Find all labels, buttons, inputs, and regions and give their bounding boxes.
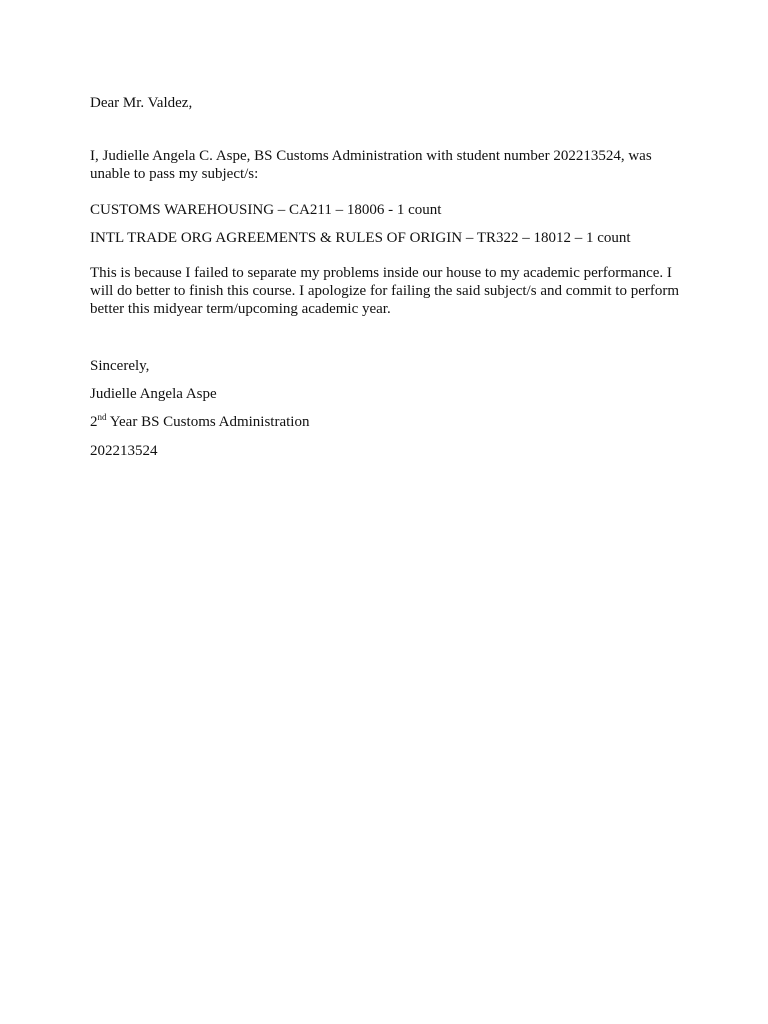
year-suffix: nd xyxy=(97,412,107,422)
signature-student-number: 202213524 xyxy=(90,443,158,459)
failed-subject-1: CUSTOMS WAREHOUSING – CA211 – 18006 - 1 count xyxy=(90,202,442,218)
intro-paragraph: I, Judielle Angela C. Aspe, BS Customs Administration with student number 202213524, was unable to pass my subject/s: xyxy=(90,148,652,182)
program-name: Year BS Customs Administration xyxy=(106,414,310,430)
signature-name: Judielle Angela Aspe xyxy=(90,386,217,402)
signature-year-program xyxy=(90,413,309,431)
salutation: Dear Mr. Valdez, xyxy=(90,95,193,111)
closing: Sincerely, xyxy=(90,358,150,374)
failed-subject-2: INTL TRADE ORG AGREEMENTS & RULES OF ORIGIN – TR322 – 18012 – 1 count xyxy=(90,230,631,246)
year-number: 2 xyxy=(90,414,98,430)
body-paragraph: This is because I failed to separate my problems inside our house to my academic performance. I will do better to finish this course. I apologize for failing the said subject/s and commit to perform better this midyear term/upcoming academic year. xyxy=(90,265,680,317)
